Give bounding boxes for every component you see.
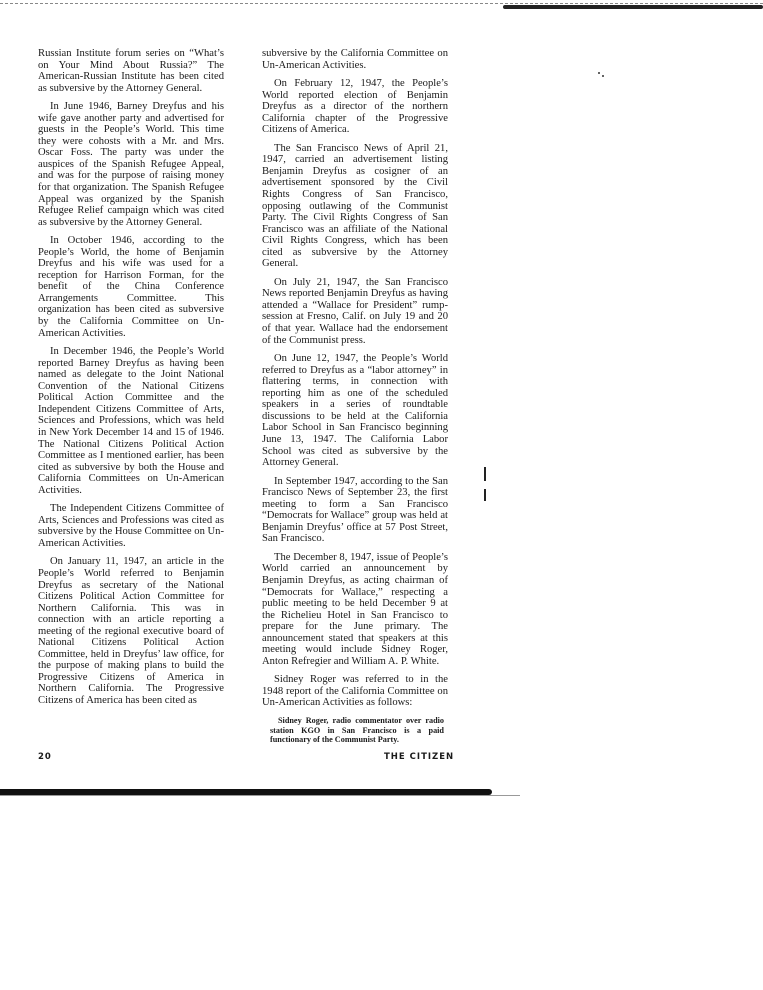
paragraph: In October 1946, according to the People’s World, the home of Benjamin Dreyfus and his wife was used for a reception for Harrison Forman, for the benefit of the China Conference Arrangements Committee. This organization has been cited as subversive by the California Committee on Un-American Activities. [38, 235, 224, 339]
paragraph: The December 8, 1947, issue of People’s World carried an announcement by Benjamin Dreyfus, as acting chairman of “Democrats for Wallace,” respecting a public meeting to be held December 9 at the Richelieu Hotel in San Francisco to prepare for the June primary. The announcement stated that speakers at this meeting would include Sidney Roger, Anton Refregier and William A. P. White. [262, 551, 448, 667]
margin-mark [484, 467, 486, 481]
block-quote: Sidney Roger, radio commentator over radio station KGO in San Francisco is a paid functionary of the Communist Party. [270, 715, 444, 745]
left-column [38, 48, 224, 714]
paragraph: The San Francisco News of April 21, 1947, carried an advertisement listing Benjamin Dreyfus as cosigner of an advertisement sponsored by the Civil Rights Congress of San Francisco, opposing outlawing of the Communist Party. The Civil Rights Congress of San Francisco was an affiliate of the National Civil Rights Congress, which has been cited as subversive by the Attorney General. [262, 142, 448, 270]
paragraph: On January 11, 1947, an article in the People’s World referred to Benjamin Dreyfus as secretary of the National Citizens Political Action Committee for Northern California. This was in connection with an article reporting a meeting of the regional executive board of National Citizens Political Action Committee, held in Dreyfus’ law office, for the purpose of making plans to build the Progressive Citizens of America in Northern California. The Progressive Citizens of America has been cited as [38, 556, 224, 706]
page-number: 20 [38, 752, 52, 762]
paragraph: On June 12, 1947, the People’s World referred to Dreyfus as a “labor attorney” in flattering terms, in connection with reporting him as one of the scheduled speakers in a series of roundtable discussions to be held at the California Labor School in San Francisco beginning June 13, 1947. The California Labor School was cited as subversive by the Attorney General. [262, 353, 448, 469]
paragraph: subversive by the California Committee on Un-American Activities. [262, 48, 448, 71]
top-scan-rule [0, 3, 763, 10]
paragraph: In December 1946, the People’s World reported Barney Dreyfus as having been named as delegate to the Joint National Convention of the National Citizens Political Action Committee and the Independent Citizens Committee of Arts, Sciences and Professions, which was held in New York December 14 and 15 of 1946. The National Citizens Political Action Committee as I mentioned earlier, has been cited as subversive by both the House and California Committees on Un-American Activities. [38, 346, 224, 496]
paragraph: In September 1947, according to the San Francisco News of September 23, the first meeting to form a San Francisco “Democrats for Wallace” group was held at Benjamin Dreyfus’ office at 57 Post Street, San Francisco. [262, 475, 448, 545]
margin-mark [484, 489, 486, 501]
publication-title: THE CITIZEN [384, 752, 455, 762]
paragraph: Sidney Roger was referred to in the 1948 report of the California Committee on Un-American Activities as follows: [262, 674, 448, 709]
paragraph: The Independent Citizens Committee of Arts, Sciences and Professions was cited as subversive by the House Committee on Un-American Activities. [38, 503, 224, 549]
scan-speck-mark [598, 72, 606, 78]
bottom-scan-rule [0, 789, 492, 795]
paragraph: In June 1946, Barney Dreyfus and his wife gave another party and advertised for guests in the People’s World. This time they were cohosts with a Mr. and Mrs. Oscar Foss. The party was under the auspices of the Spanish Refugee Appeal, and was for the purpose of raising money for that organization. The Spanish Refugee Appeal was organized by the Spanish Refugee Relief campaign which was cited as subversive by the Attorney General. [38, 101, 224, 228]
right-column [262, 48, 448, 745]
paragraph: Russian Institute forum series on “What’s on Your Mind About Russia?” The American-Russian Institute has been cited as subversive by the Attorney General. [38, 48, 224, 94]
paragraph: On February 12, 1947, the People’s World reported election of Benjamin Dreyfus as a director of the northern California chapter of the Progressive Citizens of America. [262, 78, 448, 136]
paragraph: On July 21, 1947, the San Francisco News reported Benjamin Dreyfus as having attended a “Wallace for President” rump-session at Fresno, Calif. on July 19 and 20 of that year. Wallace had the endorsement of the Communist press. [262, 276, 448, 346]
